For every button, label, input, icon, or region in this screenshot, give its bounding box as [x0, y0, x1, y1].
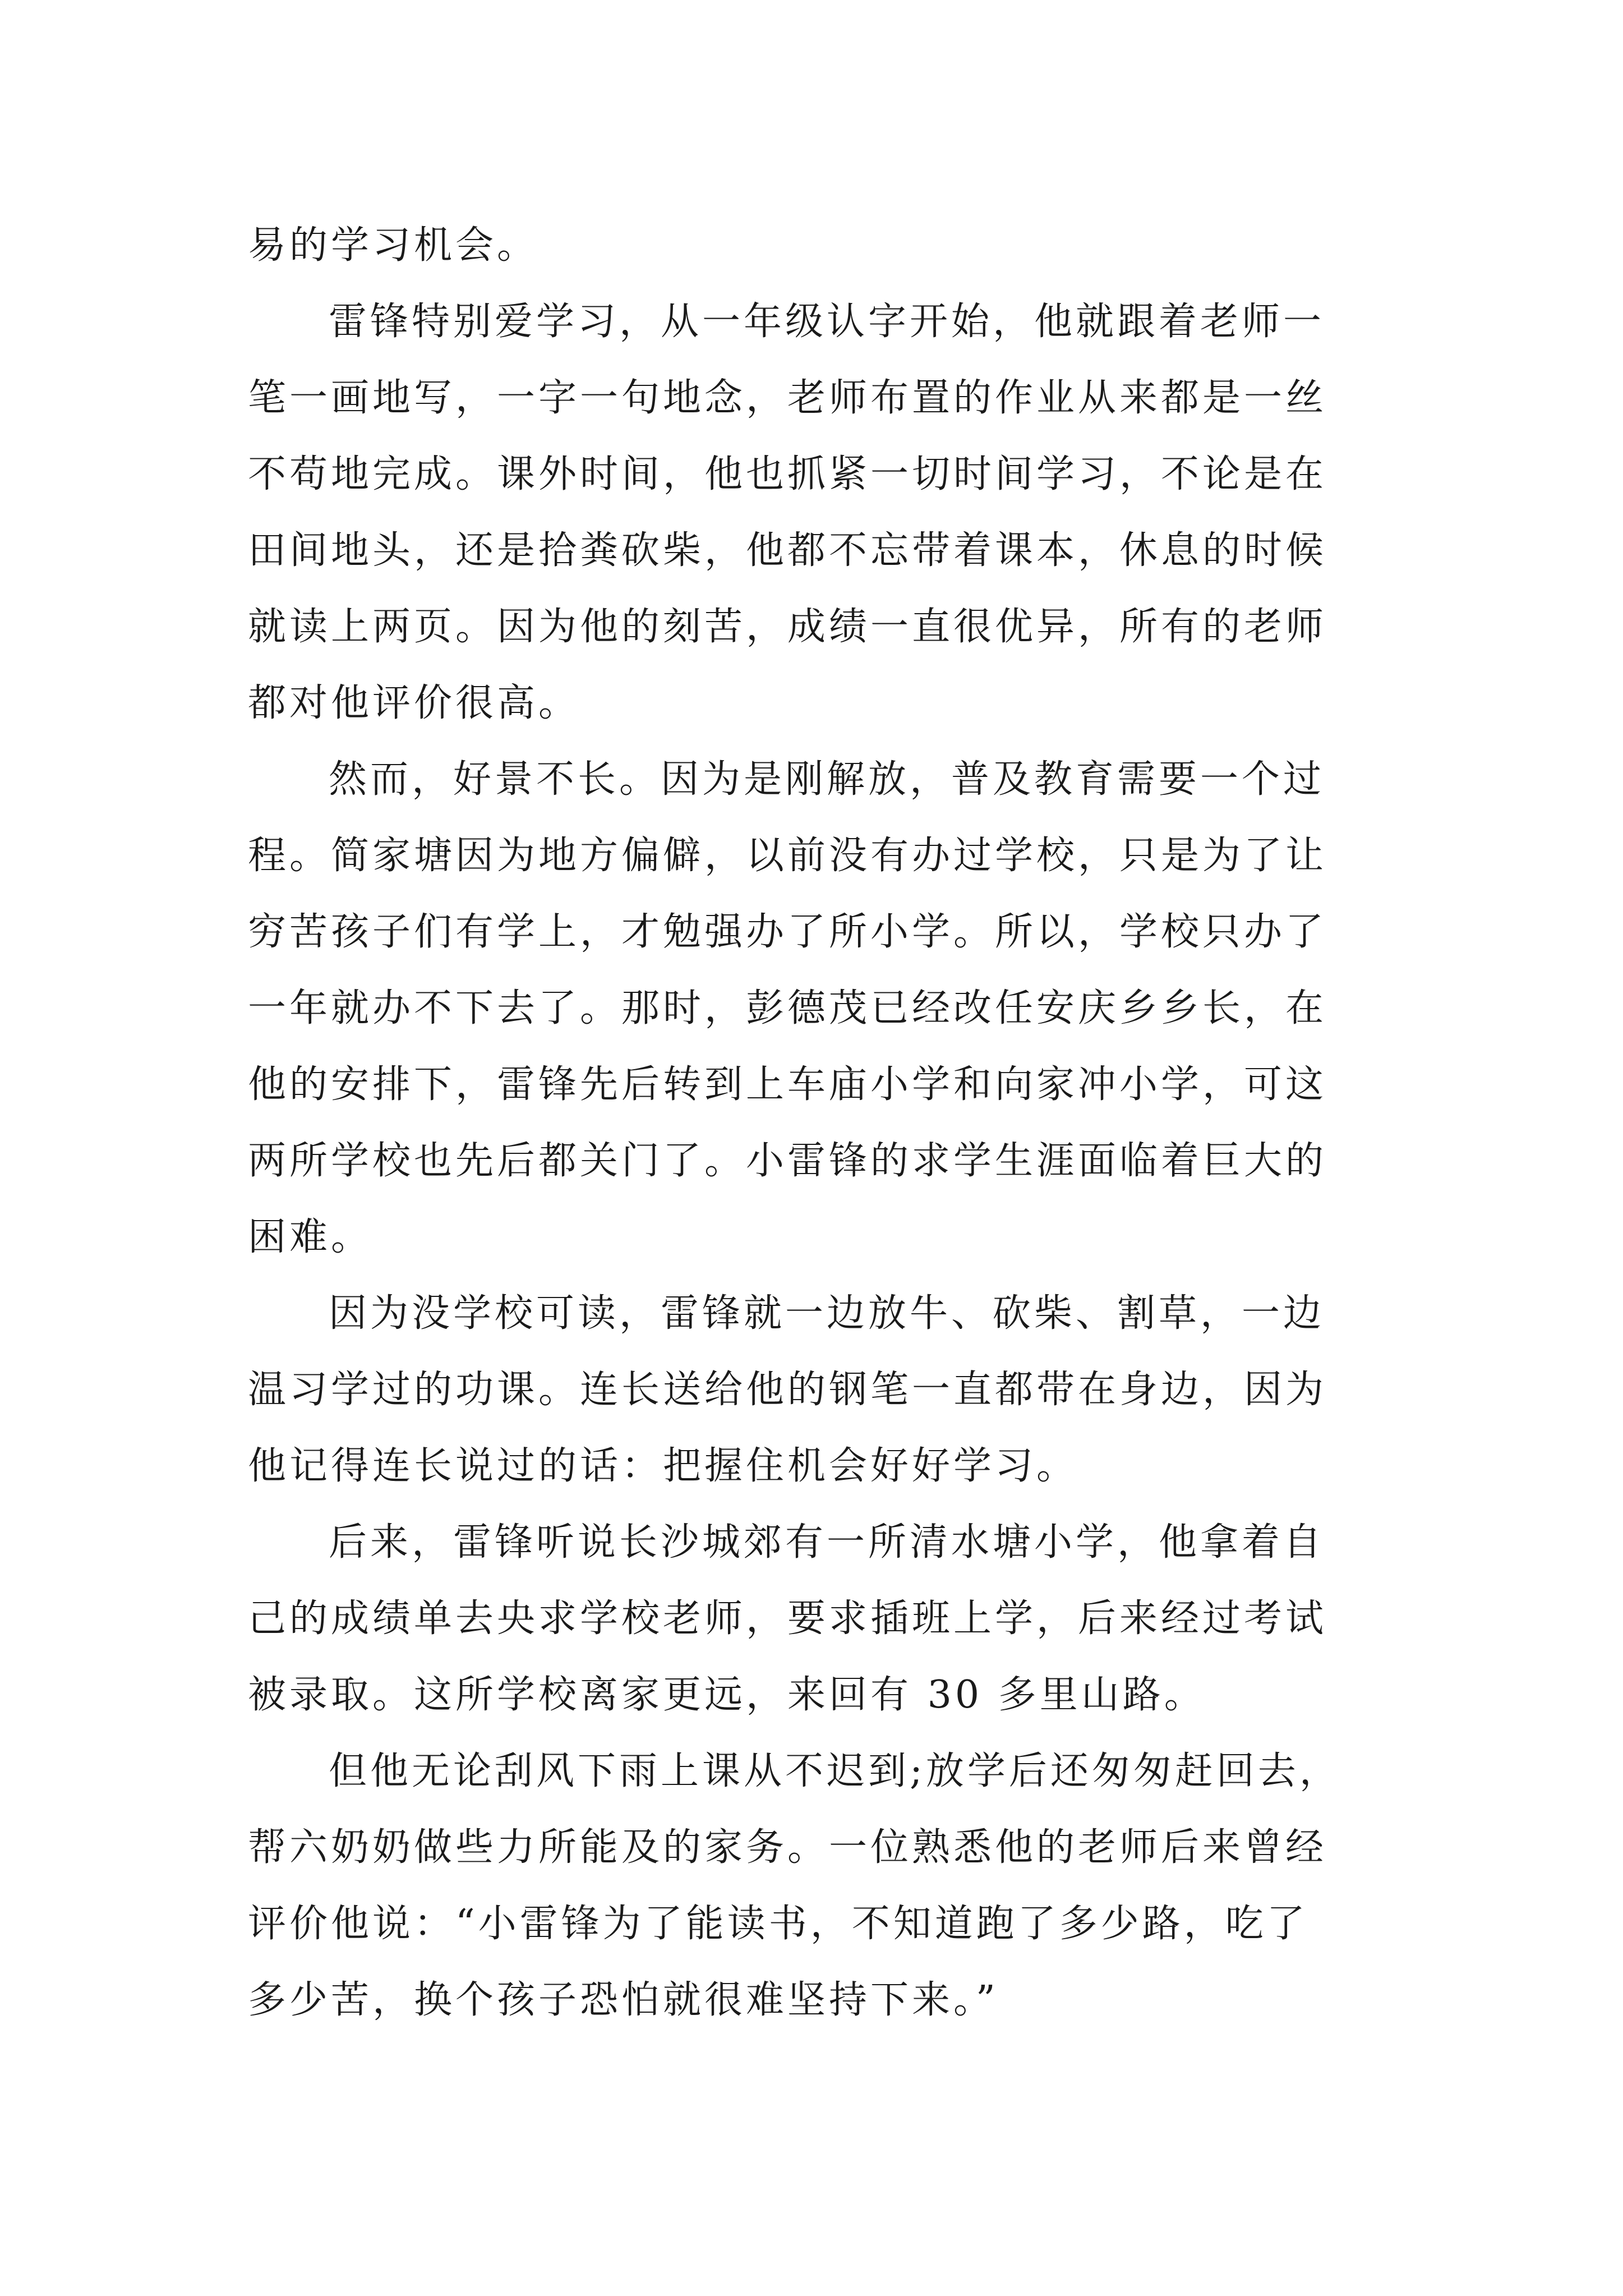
text-line: 不苟地完成。课外时间，他也抓紧一切时间学习，不论是在 [248, 452, 1327, 496]
text-line: 后来，雷锋听说长沙城郊有一所清水塘小学，他拿着自 [329, 1520, 1325, 1565]
text-line: 己的成绩单去央求学校老师，要求插班上学，后来经过考试 [248, 1596, 1327, 1641]
text-line: 就读上两页。因为他的刻苦，成绩一直很优异，所有的老师 [248, 605, 1327, 649]
text-line: 他记得连长说过的话：把握住机会好好学习。 [248, 1444, 1078, 1488]
text-line: 因为没学校可读，雷锋就一边放牛、砍柴、割草，一边 [329, 1291, 1325, 1336]
text-line: 帮六奶奶做些力所能及的家务。一位熟悉他的老师后来曾经 [248, 1825, 1327, 1870]
text-line: 评价他说：“小雷锋为了能读书，不知道跑了多少路，吃了 [248, 1902, 1308, 1946]
text-line: 他的安排下，雷锋先后转到上车庙小学和向家冲小学，可这 [248, 1062, 1327, 1107]
text-line: 一年就办不下去了。那时，彭德茂已经改任安庆乡乡长，在 [248, 986, 1327, 1030]
text-line: 穷苦孩子们有学上，才勉强办了所小学。所以，学校只办了 [248, 910, 1327, 954]
text-line: 笔一画地写，一字一句地念，老师布置的作业从来都是一丝 [248, 376, 1327, 420]
text-line: 田间地头，还是拾粪砍柴，他都不忘带着课本，休息的时候 [248, 528, 1327, 573]
body-text [248, 208, 1392, 2039]
text-line: 易的学习机会。 [248, 223, 539, 268]
text-line: 程。简家塘因为地方偏僻，以前没有办过学校，只是为了让 [248, 834, 1327, 878]
text-line: 两所学校也先后都关门了。小雷锋的求学生涯面临着巨大的 [248, 1139, 1327, 1183]
text-line: 多少苦，换个孩子恐怕就很难坚持下来。” [248, 1978, 999, 2022]
text-line: 但他无论刮风下雨上课从不迟到;放学后还匆匆赶回去， [329, 1749, 1341, 1793]
text-line: 雷锋特别爱学习，从一年级认字开始，他就跟着老师一 [329, 300, 1325, 344]
text-line: 都对他评价很高。 [248, 681, 580, 725]
text-line: 温习学过的功课。连长送给他的钢笔一直都带在身边，因为 [248, 1368, 1327, 1412]
text-line: 困难。 [248, 1215, 373, 1259]
text-line: 被录取。这所学校离家更远，来回有 30 多里山路。 [248, 1673, 1206, 1717]
text-line: 然而，好景不长。因为是刚解放，普及教育需要一个过 [329, 757, 1325, 802]
